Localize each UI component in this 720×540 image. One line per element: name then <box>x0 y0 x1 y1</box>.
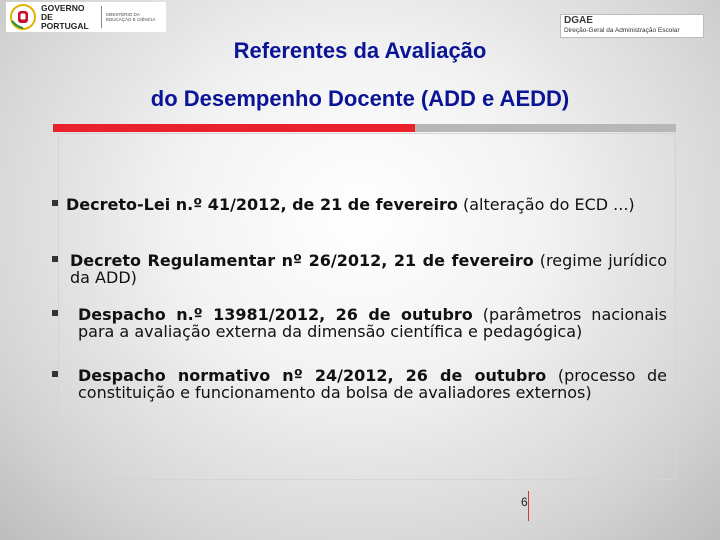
page-number: 6 <box>521 495 528 509</box>
bullet-bold-text: Decreto-Lei n.º 41/2012, de 21 de fevereiro <box>66 195 458 214</box>
portugal-emblem-icon <box>9 3 37 31</box>
bullet-square-icon <box>52 200 58 206</box>
bullet-text <box>52 367 667 401</box>
gov-name <box>41 4 97 31</box>
title-line-1: Referentes da Avaliação <box>233 38 487 63</box>
bullet-despacho <box>52 306 667 340</box>
gov-name-line1: GOVERNO DE <box>41 2 85 22</box>
title-line-2: do Desempenho Docente (ADD e AEDD) <box>150 86 570 111</box>
bullet-detail-text: (alteração do ECD ...) <box>457 195 635 214</box>
bullet-bold-text: Despacho n.º 13981/2012, 26 de outubro <box>78 305 473 324</box>
bullet-square-icon <box>52 371 58 377</box>
dgae-full-name: Direção-Geral da Administração Escolar <box>564 27 680 34</box>
bullet-text <box>52 196 667 213</box>
bullet-detail-text: (parâmetros nacionais para a avaliação externa da dimensão científica e pedagógica) <box>78 305 668 341</box>
bullet-text <box>52 306 667 340</box>
title-underline-gray <box>415 124 676 132</box>
bullet-despacho-normativo <box>52 367 667 401</box>
bullet-detail-text: (regime jurídico da ADD) <box>70 251 667 287</box>
bullet-text <box>52 252 667 286</box>
logo-divider <box>101 6 102 28</box>
ministry-name: MINISTÉRIO DA EDUCAÇÃO E CIÊNCIA <box>106 12 156 22</box>
bullet-decreto-lei <box>52 196 667 213</box>
bullet-bold-text: Decreto Regulamentar nº 26/2012, 21 de fevereiro <box>70 251 534 270</box>
bullet-detail-text: (processo de constituição e funcionamento da bolsa de avaliadores externos) <box>78 366 668 402</box>
dgae-logo <box>560 14 704 38</box>
bullet-square-icon <box>52 310 58 316</box>
title-underline-red <box>53 124 415 132</box>
bullet-decreto-regulamentar <box>52 252 667 286</box>
gov-name-line2: PORTUGAL <box>41 20 89 31</box>
bullet-bold-text: Despacho normativo nº 24/2012, 26 de outubro <box>78 366 547 385</box>
dgae-acronym: DGAE <box>564 15 593 26</box>
bullet-square-icon <box>52 256 58 262</box>
government-logo <box>6 2 166 32</box>
page-marker-line <box>528 491 529 521</box>
